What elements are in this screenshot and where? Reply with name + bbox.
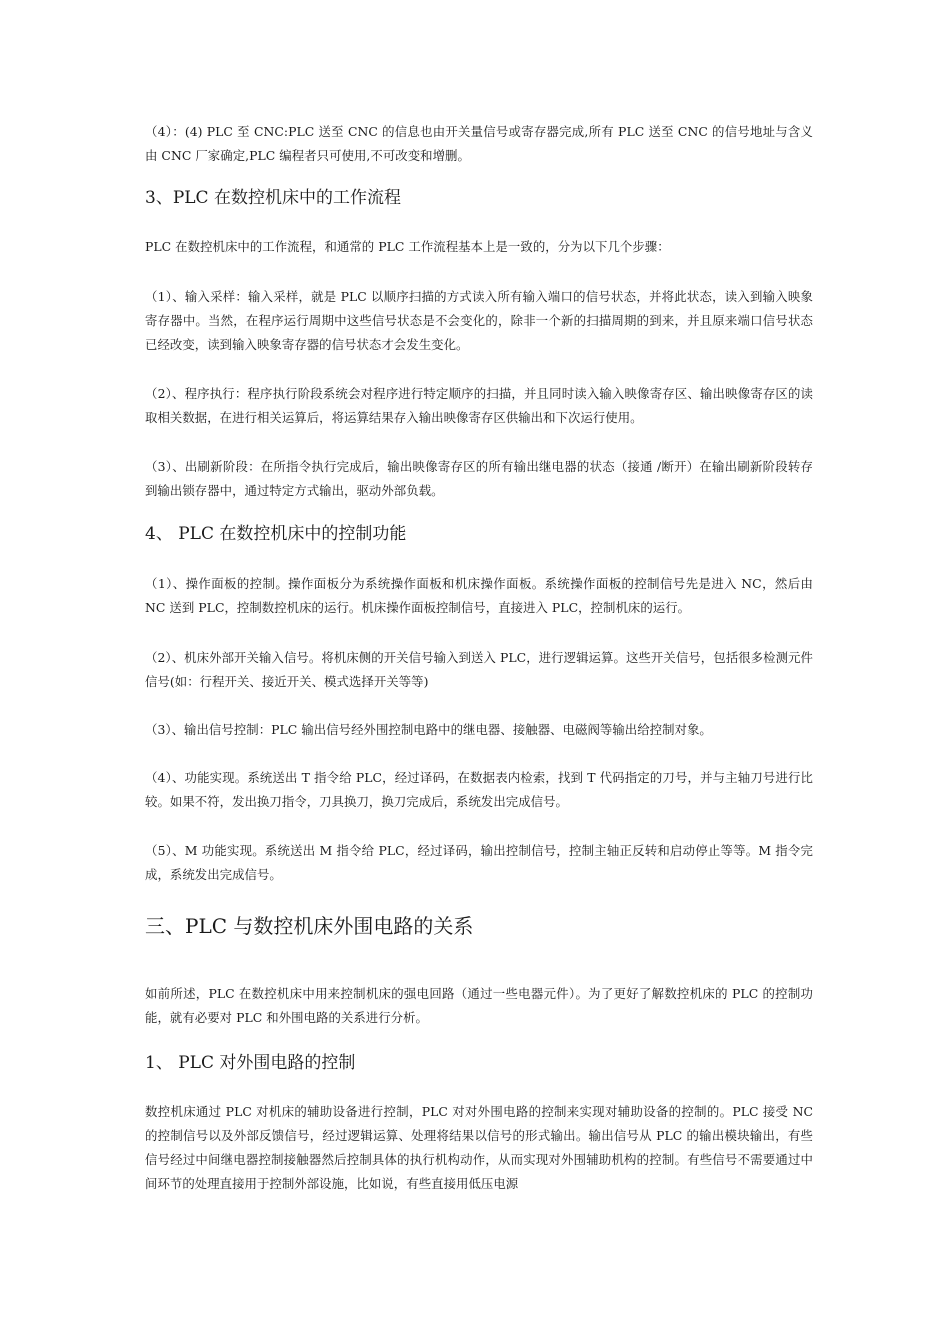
- paragraph-program-execution: （2）、程序执行：程序执行阶段系统会对程序进行特定顺序的扫描，并且同时读入输入映像寄存区、输出映像寄存区的读取相关数据，在进行相关运算后，将运算结果存入输出映像寄存区供输出和下次运行使用。: [145, 386, 813, 425]
- paragraph-input-sampling: （1）、输入采样：输入采样，就是 PLC 以顺序扫描的方式读入所有输入端口的信号状态，并将此状态，读入到输入映象寄存器中。当然，在程序运行周期中这些信号状态是不会变化的，除非一个新的扫描周期的到来，并且原来端口信号状态已经改变，读到输入映象寄存器的信号状态才会发生变化。: [145, 289, 813, 352]
- heading-workflow: 3、PLC 在数控机床中的工作流程: [145, 188, 401, 208]
- paragraph-peripheral-control: 数控机床通过 PLC 对机床的辅助设备进行控制，PLC 对对外围电路的控制来实现对辅助设备的控制的。PLC 接受 NC 的控制信号以及外部反馈信号，经过逻辑运算、处理将结果以信号的形式输出。输出信号从 PLC 的输出模块输出，有些信号经过中间继电器控制接触器然后控制具体的执行机构动作，从而实现对外围辅助机构的控制。有些信号不需要通过中间环节的处理直接用于控制外部设施，比如说，有些直接用低压电源: [145, 1104, 813, 1191]
- paragraph-panel-control: （1）、操作面板的控制。操作面板分为系统操作面板和机床操作面板。系统操作面板的控制信号先是进入 NC，然后由 NC 送到 PLC，控制数控机床的运行。机床操作面板控制信号，直接进入 PLC，控制机床的运行。: [145, 576, 813, 615]
- paragraph-section-three-intro: 如前所述，PLC 在数控机床中用来控制机床的强电回路（通过一些电器元件）。为了更好了解数控机床的 PLC 的控制功能，就有必要对 PLC 和外围电路的关系进行分析。: [145, 986, 813, 1025]
- heading-control-functions: 4、 PLC 在数控机床中的控制功能: [145, 524, 407, 544]
- paragraph-output-refresh: （3）、出刷新阶段：在所指令执行完成后，输出映像寄存区的所有输出继电器的状态（接通 /断开）在输出刷新阶段转存到输出锁存器中，通过特定方式输出，驱动外部负载。: [145, 459, 813, 498]
- paragraph-t-function: （4）、功能实现。系统送出 T 指令给 PLC，经过译码，在数据表内检索，找到 T 代码指定的刀号，并与主轴刀号进行比较。如果不符，发出换刀指令，刀具换刀，换刀完成后，系统发出完成信号。: [145, 770, 813, 809]
- paragraph-output-signal: （3）、输出信号控制：PLC 输出信号经外围控制电路中的继电器、接触器、电磁阀等输出给控制对象。: [145, 722, 712, 737]
- paragraph-m-function: （5）、M 功能实现。系统送出 M 指令给 PLC，经过译码，输出控制信号，控制主轴正反转和启动停止等等。M 指令完成，系统发出完成信号。: [145, 843, 813, 882]
- heading-section-three: 三、PLC 与数控机床外围电路的关系: [145, 914, 474, 938]
- heading-peripheral-control: 1、 PLC 对外围电路的控制: [145, 1053, 356, 1073]
- paragraph-external-switch: （2）、机床外部开关输入信号。将机床侧的开关信号输入到送入 PLC，进行逻辑运算。这些开关信号，包括很多检测元件信号(如：行程开关、接近开关、模式选择开关等等): [145, 650, 813, 689]
- paragraph-workflow-intro: PLC 在数控机床中的工作流程，和通常的 PLC 工作流程基本上是一致的，分为以下几个步骤：: [145, 239, 670, 254]
- paragraph-plc-to-cnc: （4）：(4) PLC 至 CNC:PLC 送至 CNC 的信息也由开关量信号或寄存器完成,所有 PLC 送至 CNC 的信号地址与含义由 CNC 厂家确定,PLC 编程者只可使用,不可改变和增删。: [145, 124, 813, 163]
